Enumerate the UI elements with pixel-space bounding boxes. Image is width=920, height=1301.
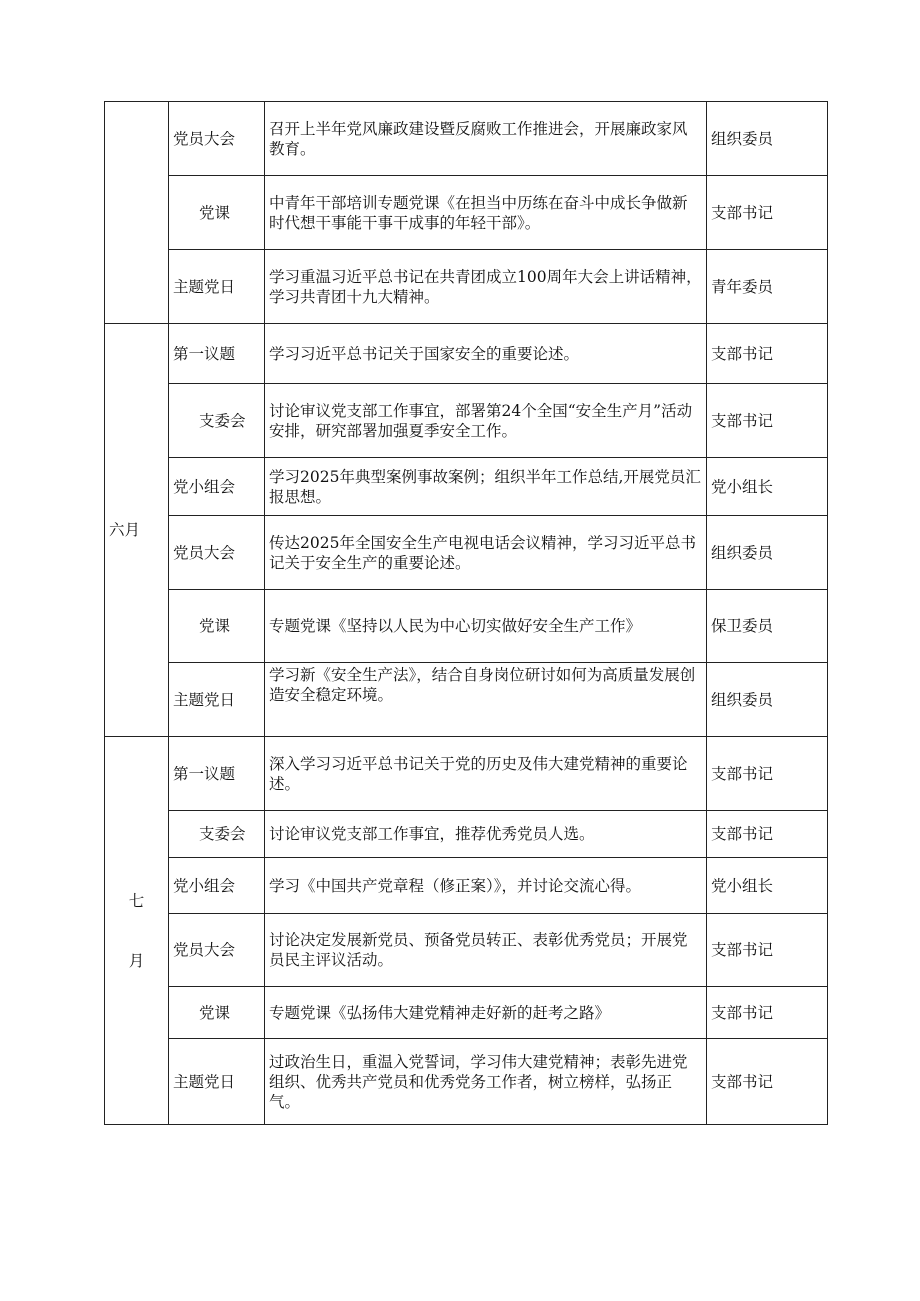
meeting-type-cell: 支委会 [169, 384, 265, 458]
meeting-type-cell: 主题党日 [169, 1039, 265, 1125]
table-row [105, 250, 828, 324]
table-body [105, 102, 828, 1125]
owner-cell: 组织委员 [707, 663, 828, 737]
table-row [105, 737, 828, 811]
owner-cell: 支部书记 [707, 1039, 828, 1125]
owner-cell: 组织委员 [707, 102, 828, 176]
content-cell: 专题党课《弘扬伟大建党精神走好新的赶考之路》 [265, 987, 707, 1039]
month-char: 月 [128, 951, 145, 970]
month-cell-june: 六月 [105, 324, 169, 737]
content-cell: 深入学习习近平总书记关于党的历史及伟大建党精神的重要论述。 [265, 737, 707, 811]
meeting-type-cell: 支委会 [169, 811, 265, 858]
table-row [105, 858, 828, 914]
content-cell: 学习新《安全生产法》，结合自身岗位研讨如何为高质量发展创造安全稳定环境。 [265, 663, 707, 737]
owner-cell: 组织委员 [707, 516, 828, 590]
content-cell: 学习《中国共产党章程（修正案）》，并讨论交流心得。 [265, 858, 707, 914]
meeting-type-cell: 党员大会 [169, 516, 265, 590]
owner-cell: 党小组长 [707, 458, 828, 516]
owner-cell: 党小组长 [707, 858, 828, 914]
content-cell: 传达2025年全国安全生产电视电话会议精神，学习习近平总书记关于安全生产的重要论述。 [265, 516, 707, 590]
owner-cell: 支部书记 [707, 914, 828, 987]
owner-cell: 支部书记 [707, 987, 828, 1039]
meeting-type-cell: 主题党日 [169, 250, 265, 324]
meeting-type-cell: 主题党日 [169, 663, 265, 737]
owner-cell: 支部书记 [707, 384, 828, 458]
owner-cell: 支部书记 [707, 176, 828, 250]
month-cell [105, 102, 169, 324]
content-cell: 讨论审议党支部工作事宜，部署第24个全国“安全生产月”活动安排，研究部署加强夏季安全工作。 [265, 384, 707, 458]
meeting-type-cell: 党小组会 [169, 458, 265, 516]
content-cell: 学习2025年典型案例事故案例；组织半年工作总结,开展党员汇报思想。 [265, 458, 707, 516]
table-row [105, 458, 828, 516]
content-cell: 专题党课《坚持以人民为中心切实做好安全生产工作》 [265, 590, 707, 663]
table-row [105, 811, 828, 858]
meeting-type-cell: 党员大会 [169, 914, 265, 987]
table-row [105, 176, 828, 250]
meeting-type-cell: 党员大会 [169, 102, 265, 176]
owner-cell: 支部书记 [707, 737, 828, 811]
meeting-type-cell: 第一议题 [169, 324, 265, 384]
content-cell: 学习重温习近平总书记在共青团成立100周年大会上讲话精神，学习共青团十九大精神。 [265, 250, 707, 324]
table-row [105, 590, 828, 663]
table-row [105, 987, 828, 1039]
owner-cell: 支部书记 [707, 324, 828, 384]
owner-cell: 保卫委员 [707, 590, 828, 663]
meeting-type-cell: 党课 [169, 987, 265, 1039]
owner-cell: 支部书记 [707, 811, 828, 858]
content-cell: 召开上半年党风廉政建设暨反腐败工作推进会，开展廉政家风教育。 [265, 102, 707, 176]
table-row [105, 384, 828, 458]
meeting-type-cell: 党小组会 [169, 858, 265, 914]
meeting-type-cell: 党课 [169, 176, 265, 250]
content-cell: 学习习近平总书记关于国家安全的重要论述。 [265, 324, 707, 384]
meeting-type-cell: 党课 [169, 590, 265, 663]
table-row [105, 1039, 828, 1125]
content-cell: 讨论决定发展新党员、预备党员转正、表彰优秀党员；开展党员民主评议活动。 [265, 914, 707, 987]
content-cell: 过政治生日，重温入党誓词，学习伟大建党精神；表彰先进党组织、优秀共产党员和优秀党务工作者，树立榜样，弘扬正气。 [265, 1039, 707, 1125]
content-cell: 中青年干部培训专题党课《在担当中历练在奋斗中成长争做新时代想干事能干事干成事的年轻干部》。 [265, 176, 707, 250]
table-row [105, 102, 828, 176]
party-work-plan-table [104, 101, 828, 1125]
table-row [105, 663, 828, 737]
owner-cell: 青年委员 [707, 250, 828, 324]
meeting-type-cell: 第一议题 [169, 737, 265, 811]
table-row [105, 914, 828, 987]
content-cell: 讨论审议党支部工作事宜，推荐优秀党员人选。 [265, 811, 707, 858]
month-cell-july [105, 737, 169, 1125]
table-row [105, 324, 828, 384]
month-char: 七 [128, 891, 145, 910]
table-row [105, 516, 828, 590]
